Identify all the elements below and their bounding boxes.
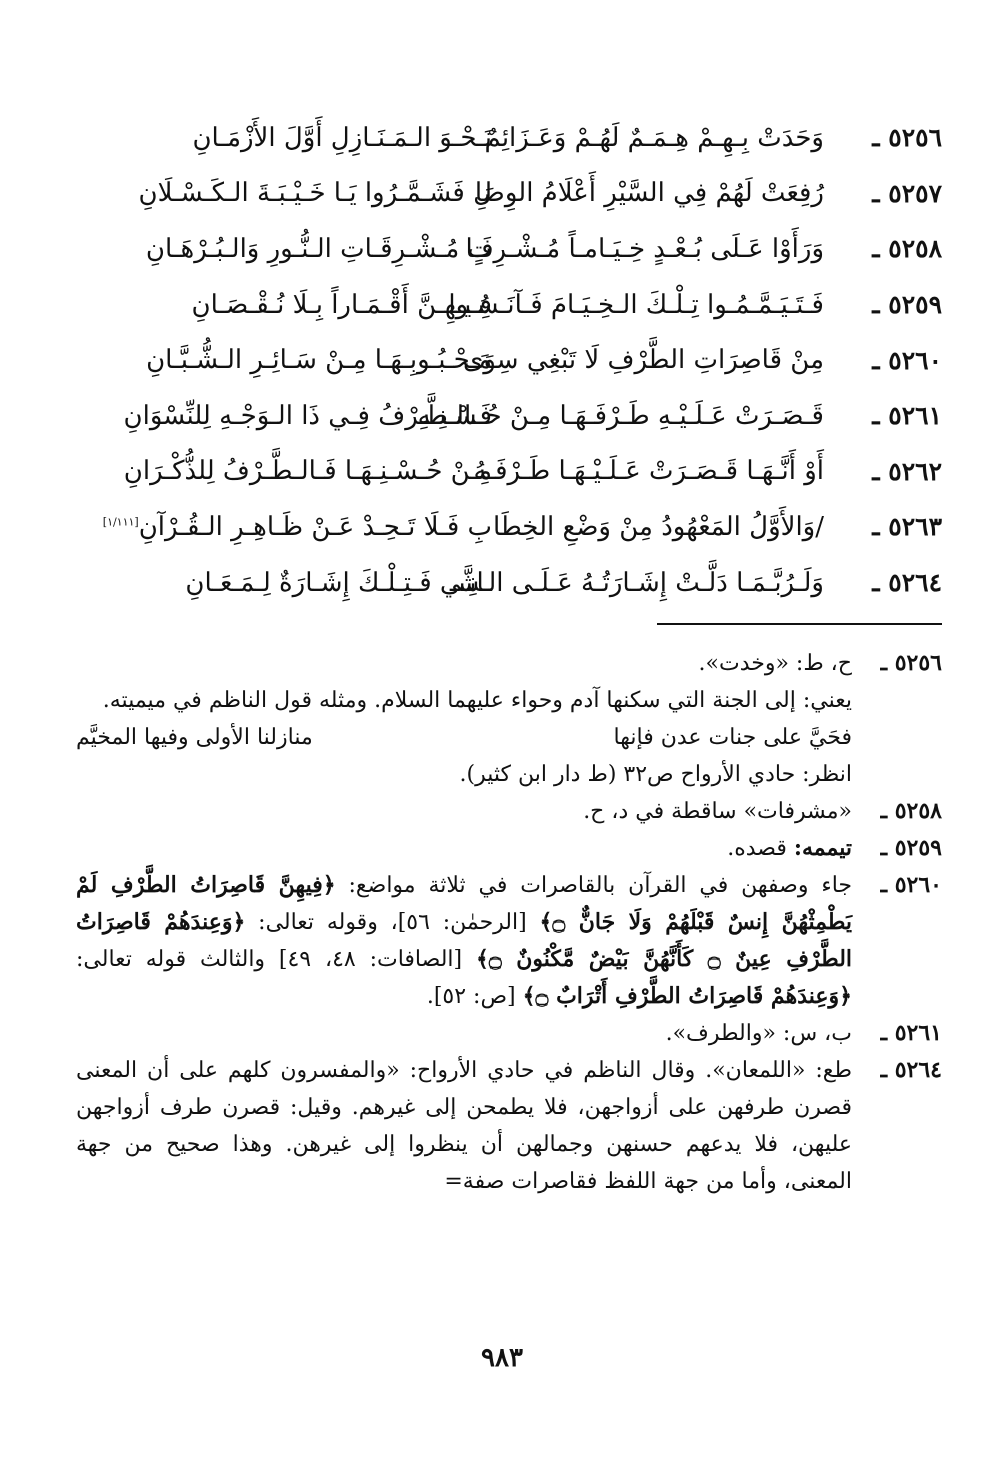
footnote-number: ٥٢٥٩ ـ <box>880 835 942 861</box>
footnote <box>76 645 942 793</box>
verse-row <box>62 277 942 333</box>
first-hemistich: /وَالأَوَّلُ المَعْهُودُ مِنْ وَضْعِ الخِطَا <box>493 511 824 542</box>
verse-row <box>62 388 942 444</box>
verse-number: ٥٢٥٨ ـ <box>872 234 942 264</box>
quoted-hemistich: فحَيَّ على جنات عدن فإنها <box>613 725 852 750</box>
quran-verse: ﴿فِيهِنَّ قَاصِرَاتُ الطَّرْفِ لَمْ يَطْمِثْهُنَّ إِنسٌ قَبْلَهُمْ وَلَا جَانٌّ ۝﴾ <box>76 872 853 935</box>
quran-reference: [ص: ٥٢]. <box>426 984 516 1009</box>
second-hemistich <box>62 511 492 542</box>
footnote-number: ٥٢٦٤ ـ <box>880 1057 942 1083</box>
footnote-body <box>76 645 852 793</box>
footnotes <box>76 645 942 1200</box>
verse-number: ٥٢٦٣ ـ <box>872 512 942 542</box>
first-hemistich: وَرَأَوْا عَـلَى بُـعْـدٍ خِـيَـامـاً مُـشْـرِفَـا <box>465 233 824 264</box>
footnote-line: ح، ط: «وخدت». <box>698 651 852 676</box>
second-hemistich-text: بِ فَـلَا تَـحِـدْ عَـنْ ظَـاهِـرِ الـقُـرْآنِ <box>138 511 492 542</box>
verse-row <box>62 555 942 611</box>
footnote-line: «مشرفات» ساقطة في د، ح. <box>583 799 852 824</box>
second-hemistich: لِ فَشَـمَّـرُوا يَـا خَـيْـبَـةَ الـكَـسْـلَانِ <box>138 178 492 209</box>
first-hemistich: وَحَدَتْ بِـهِـمْ هِـمَـمٌ لَهُـمْ وَعَـزَائِمٌ <box>484 122 824 153</box>
gloss-text: قصده. <box>727 836 787 861</box>
footnote-paragraph <box>76 867 852 1015</box>
verse-row <box>62 444 942 500</box>
footnote-line: ب، س: «والطرف». <box>665 1021 852 1046</box>
footnote-number: ٥٢٦١ ـ <box>880 1020 942 1046</box>
first-hemistich: أَوْ أَنَّـهَـا قَـصَـرَتْ عَـلَـيْـهَـا طَـرْفَـهُ <box>473 456 824 487</box>
verse-number: ٥٢٦١ ـ <box>872 401 942 431</box>
manuscript-folio-ref: [١/١١١] <box>102 515 139 529</box>
footnote-body <box>76 830 852 867</box>
footnote-body <box>76 1052 852 1200</box>
footnote-body <box>76 867 852 1015</box>
verse-number: ٥٢٥٦ ـ <box>872 123 942 153</box>
second-hemistich: ـانِـي فَـتِـلْـكَ إِشَـارَةٌ لِـمَـعَـانِ <box>185 567 492 598</box>
second-hemistich: تٍ مُـشْـرِقَـاتِ الـنُّـورِ وَالـبُـرْهَـانِ <box>145 233 492 264</box>
second-hemistich: مِـنْ حُـسْـنِـهَـا فَـالـطَّـرْفُ لِلذُّكْـرَانِ <box>123 456 492 487</box>
quoted-verse <box>76 719 852 756</box>
footnote-body <box>76 1015 852 1052</box>
footnote <box>76 1015 942 1052</box>
verse-row <box>62 332 942 388</box>
verse-number: ٥٢٦٠ ـ <box>872 345 942 375</box>
second-hemistich: نَـحْـوَ الـمَـنَـازِلِ أَوَّلَ الأَزْمَـانِ <box>192 122 492 153</box>
quran-reference: [الصافات: ٤٨، ٤٩] والثالث قوله تعالى: <box>76 947 463 972</box>
footnote-line <box>76 830 852 867</box>
footnote-line: يعني: إلى الجنة التي سكنها آدم وحواء عليهما السلام. ومثله قول الناظم في ميميته. <box>102 688 852 713</box>
footnote-number: ٥٢٥٨ ـ <box>880 798 942 824</box>
verse-row <box>62 110 942 166</box>
footnote <box>76 867 942 1015</box>
first-hemistich: مِنْ قَاصِرَاتِ الطَّرْفِ لَا تَبْغِي سِوَى <box>463 345 824 376</box>
footnote-number: ٥٢٦٠ ـ <box>880 872 942 898</box>
footnote <box>76 1052 942 1200</box>
verse-number: ٥٢٥٧ ـ <box>872 178 942 208</box>
footnote <box>76 830 942 867</box>
quran-verse: ﴿وَعِندَهُمْ قَاصِرَاتُ الطَّرْفِ أَتْرَابٌ ۝﴾ <box>522 983 852 1009</box>
verse-row <box>62 499 942 555</box>
quoted-hemistich: منازلنا الأولى وفيها المخيَّم <box>76 725 313 750</box>
second-hemistich: مَـحْـبُـوبِـهَـا مِـنْ سَـائِـرِ الـشُّـبَّـانِ <box>146 345 492 376</box>
first-hemistich: فَـتَـيَـمَّـمُـوا تِـلْـكَ الـخِـيَـامَ فَـآنَـسُـوا <box>448 289 824 320</box>
footnote-number: ٥٢٥٦ ـ <box>880 650 942 676</box>
footnote-text: جاء وصفهن في القرآن بالقاصرات في ثلاثة مواضع: <box>348 873 852 898</box>
first-hemistich: قَـصَـرَتْ عَـلَـيْـهِ طَـرْفَـهَـا مِـنْ حُـسْـنِـهِ <box>417 400 824 431</box>
quran-reference: [الرحمٰن: ٥٦]، وقوله تعالى: <box>258 910 527 935</box>
footnote-separator <box>657 623 942 625</box>
verse-number: ٥٢٥٩ ـ <box>872 290 942 320</box>
first-hemistich: وَلَـرُبَّـمَـا دَلَّـتْ إِشَـارَتُـهُ عَـلَـى الـشَّـ <box>449 567 824 598</box>
page-number: ٩٨٣ <box>481 1343 523 1373</box>
quran-verse: ﴿وَعِندَهُمْ قَاصِرَاتُ الطَّرْفِ عِينٌ ۝ كَأَنَّهُنَّ بَيْضٌ مَّكْنُونٌ ۝﴾ <box>76 909 853 972</box>
verse-row <box>62 221 942 277</box>
poem-verses <box>62 110 942 610</box>
footnote <box>76 793 942 830</box>
second-hemistich: فِـيـهِـنَّ أَقْـمَـاراً بِـلَا نُـقْـصَـانِ <box>191 289 492 320</box>
second-hemistich: فَـالـطَّـرْفُ فِـي ذَا الـوَجْـهِ لِلنِّسْوَانِ <box>123 400 492 431</box>
first-hemistich: رُفِعَتْ لَهُمْ فِي السَّيْرِ أَعْلَامُ الوِصَا <box>474 178 824 209</box>
verse-number: ٥٢٦٢ ـ <box>872 456 942 486</box>
verse-number: ٥٢٦٤ ـ <box>872 568 942 598</box>
footnote-line: انظر: حادي الأرواح ص٣٢ (ط دار ابن كثير). <box>459 762 852 787</box>
footnote-line: طع: «اللمعان». وقال الناظم في حادي الأرواح: «والمفسرون كلهم على أن المعنى قصرن طرفهن على أزواجهن، فلا يطمحن إلى غيرهم. وقيل: قصرن طرف أزواجهن عليهن، فلا يدعهم حسنهن وجمالهن أن ينظروا إلى غيرهن. وهذا صحيح من جهة المعنى، وأما من جهة اللفظ فقاصرات صفة= <box>76 1058 852 1194</box>
footnote-body <box>76 793 852 830</box>
verse-row <box>62 166 942 222</box>
gloss-term: تيممه: <box>793 835 852 861</box>
